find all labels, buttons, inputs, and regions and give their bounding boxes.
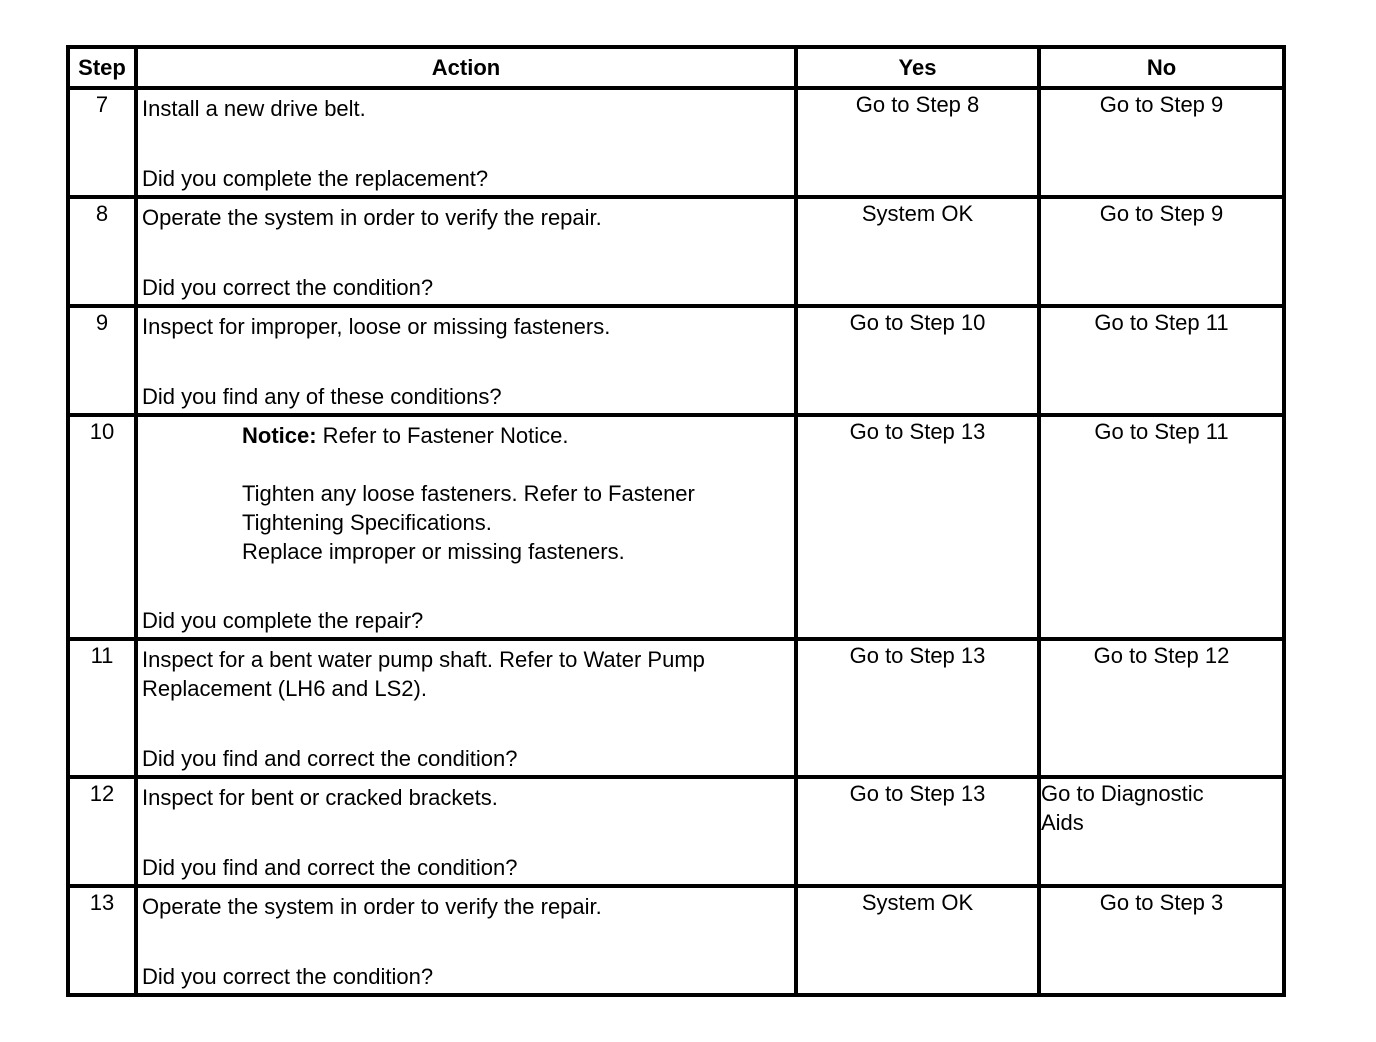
table-row xyxy=(68,886,1284,995)
diagnostic-steps-table xyxy=(66,45,1286,997)
yes-result: Go to Step 8 xyxy=(796,88,1039,197)
action-cell xyxy=(136,777,796,886)
action-instruction: Inspect for improper, loose or missing fasteners. xyxy=(142,314,611,339)
action-cell xyxy=(136,306,796,415)
action-instruction: Install a new drive belt. xyxy=(142,96,366,121)
step-number: 10 xyxy=(68,415,136,639)
no-result-line: Aids xyxy=(1041,810,1084,835)
instruction-line: Replacement (LH6 and LS2). xyxy=(142,676,427,701)
step-number: 13 xyxy=(68,886,136,995)
instruction-line: Tighten any loose fasteners. Refer to Fastener xyxy=(242,481,695,506)
notice-text: Refer to Fastener Notice. xyxy=(316,423,569,448)
yes-result: System OK xyxy=(796,197,1039,306)
yes-result: Go to Step 13 xyxy=(796,639,1039,777)
table-header-row xyxy=(68,47,1284,88)
yes-result: Go to Step 13 xyxy=(796,415,1039,639)
step-number: 11 xyxy=(68,639,136,777)
step-number: 9 xyxy=(68,306,136,415)
instruction-line: Replace improper or missing fasteners. xyxy=(242,539,625,564)
no-result-line: Go to Diagnostic xyxy=(1041,781,1204,806)
step-number: 12 xyxy=(68,777,136,886)
action-question: Did you complete the repair? xyxy=(142,608,424,633)
header-no: No xyxy=(1039,47,1284,88)
action-instruction xyxy=(142,645,788,703)
action-cell xyxy=(136,415,796,639)
no-result: Go to Step 11 xyxy=(1039,306,1284,415)
yes-result: Go to Step 10 xyxy=(796,306,1039,415)
action-question: Did you find and correct the condition? xyxy=(142,855,518,880)
action-cell xyxy=(136,639,796,777)
header-yes: Yes xyxy=(796,47,1039,88)
action-instruction: Operate the system in order to verify the repair. xyxy=(142,205,602,230)
action-cell xyxy=(136,886,796,995)
step-number: 7 xyxy=(68,88,136,197)
action-instruction xyxy=(242,421,788,566)
action-instruction: Operate the system in order to verify the repair. xyxy=(142,894,602,919)
no-result xyxy=(1039,777,1284,886)
no-result: Go to Step 12 xyxy=(1039,639,1284,777)
notice-label: Notice: xyxy=(242,423,317,448)
no-result: Go to Step 9 xyxy=(1039,197,1284,306)
table-row xyxy=(68,639,1284,777)
table-row xyxy=(68,777,1284,886)
instruction-line: Tightening Specifications. xyxy=(242,510,492,535)
no-result: Go to Step 9 xyxy=(1039,88,1284,197)
action-question: Did you find any of these conditions? xyxy=(142,384,502,409)
notice-line xyxy=(242,421,788,450)
action-question: Did you find and correct the condition? xyxy=(142,746,518,771)
action-question: Did you correct the condition? xyxy=(142,275,434,300)
action-cell xyxy=(136,197,796,306)
yes-result: System OK xyxy=(796,886,1039,995)
table-row xyxy=(68,306,1284,415)
no-result: Go to Step 11 xyxy=(1039,415,1284,639)
header-action: Action xyxy=(136,47,796,88)
step-number: 8 xyxy=(68,197,136,306)
header-step: Step xyxy=(68,47,136,88)
table-row xyxy=(68,88,1284,197)
action-question: Did you correct the condition? xyxy=(142,964,434,989)
action-question: Did you complete the replacement? xyxy=(142,166,489,191)
instruction-line: Inspect for a bent water pump shaft. Refer to Water Pump xyxy=(142,647,705,672)
yes-result: Go to Step 13 xyxy=(796,777,1039,886)
table-row xyxy=(68,415,1284,639)
action-cell xyxy=(136,88,796,197)
action-instruction: Inspect for bent or cracked brackets. xyxy=(142,785,498,810)
table-row xyxy=(68,197,1284,306)
no-result: Go to Step 3 xyxy=(1039,886,1284,995)
